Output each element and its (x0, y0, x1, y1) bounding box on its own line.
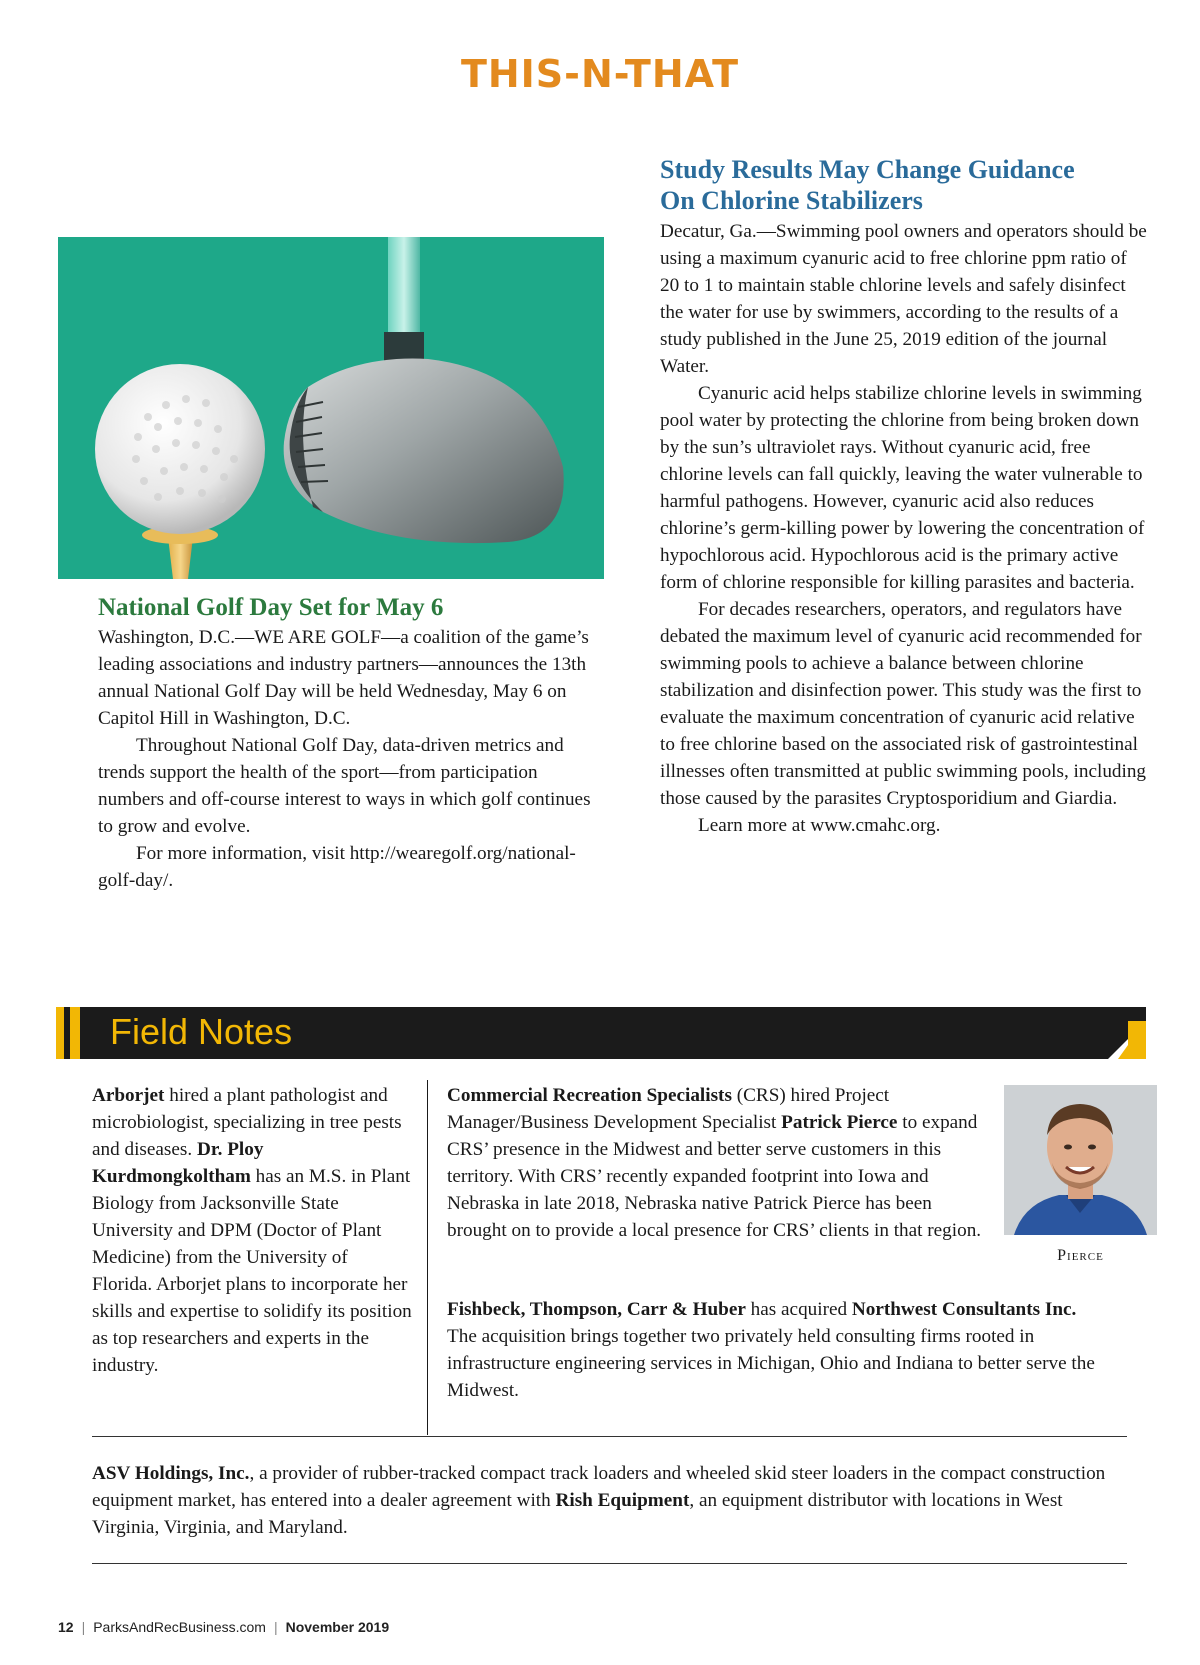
pierce-headshot (1004, 1085, 1157, 1235)
headshot-illustration (1004, 1085, 1157, 1235)
golf-headline: National Golf Day Set for May 6 (98, 594, 444, 621)
company-name: Northwest Consultants Inc. (851, 1299, 1077, 1320)
footer-issue: November 2019 (285, 1619, 390, 1635)
page-footer (58, 1619, 389, 1635)
field-notes-banner (56, 1007, 1146, 1059)
footer-separator: | (273, 1619, 278, 1635)
note-text: to expand CRS’ presence in the Midwest and better serve customers in this territory. With CRS’ recently expanded footprint into Iowa and Nebraska in late 2018, Nebraska native Patrick Pierce has been brought on to provide a local presence for CRS’ clients in that region. (447, 1112, 982, 1241)
note-text: , an equipment distributor with locations in West Virginia, Virginia, and Maryland. (92, 1490, 1063, 1538)
golf-article-body (98, 624, 598, 894)
study-paragraph: Decatur, Ga.—Swimming pool owners and operators should be using a maximum cyanuric acid to free chlorine ppm ratio of 20 to 1 to maintain stable chlorine levels and safely disinfect the water for use by swimmers, according to the results of a study published in the June 25, 2019 edition of the journal Water. (660, 221, 1147, 377)
field-notes-title: Field Notes (110, 1011, 293, 1052)
company-name: Fishbeck, Thompson, Carr & Huber (447, 1299, 746, 1320)
column-divider (427, 1080, 428, 1435)
study-paragraph: Cyanuric acid helps stabilize chlorine levels in swimming pool water by protecting the chlorine from being broken down by the sun’s ultraviolet rays. Without cyanuric acid, free chlorine levels can fall quickly, leaving the water vulnerable to harmful pathogens. However, cyanuric acid also reduces chlorine’s germ-killing power by lowering the concentration of hypochlorous acid. Hypochlorous acid is the primary active form of chlorine responsible for killing parasites and bacteria. (660, 383, 1145, 593)
study-headline-line2: On Chlorine Stabilizers (660, 186, 923, 215)
field-note-crs (447, 1082, 992, 1244)
footer-separator: | (81, 1619, 86, 1635)
horizontal-rule (92, 1436, 1127, 1437)
note-text: has acquired (745, 1299, 852, 1320)
study-headline (660, 154, 1160, 216)
field-note-fishbeck (447, 1296, 1107, 1404)
golf-paragraph: Throughout National Golf Day, data-driven metrics and trends support the health of the sport—from participation numbers and off-course interest to ways in which golf continues to grow and evolve. (98, 735, 591, 837)
page-number: 12 (58, 1619, 74, 1635)
company-name: Arborjet (92, 1085, 165, 1106)
study-paragraph: Learn more at www.cmahc.org. (698, 815, 941, 836)
study-paragraph: For decades researchers, operators, and regulators have debated the maximum level of cyanuric acid recommended for swimming pools to achieve a balance between chlorine stabilization and disinfection power. This study was the first to evaluate the maximum concentration of cyanuric acid relative to free chlorine based on the associated risk of gastrointestinal illnesses often transmitted at public swimming pools, including those caused by the parasites Cryptosporidium and Giardia. (660, 599, 1147, 809)
section-title: THIS-N-THAT (460, 52, 740, 96)
field-note-arborjet (92, 1082, 412, 1379)
photo-caption: Pierce (1057, 1247, 1104, 1264)
footer-site: ParksAndRecBusiness.com (93, 1619, 266, 1635)
note-text: hired a plant pathologist and microbiologist, specializing in tree pests and diseases. (92, 1085, 402, 1160)
person-name: Patrick Pierce (781, 1112, 898, 1133)
note-text: , a provider of rubber-tracked compact track loaders and wheeled skid steer loaders in the compact construction equipment market, has entered into a dealer agreement with (92, 1463, 1106, 1511)
company-name: Commercial Recreation Specialists (447, 1085, 732, 1106)
company-name: ASV Holdings, Inc. (92, 1463, 250, 1484)
field-note-asv (92, 1460, 1127, 1541)
horizontal-rule (92, 1563, 1127, 1564)
note-text: has an M.S. in Plant Biology from Jacksonville State University and DPM (Doctor of Plant Medicine) from the University of Florida. Arborjet plans to incorporate her skills and expertise to solidify its position as top researchers and experts in the industry. (92, 1166, 412, 1376)
golf-photo (58, 237, 604, 579)
note-text: The acquisition brings together two privately held consulting firms rooted in infrastructure engineering services in Michigan, Ohio and Indiana to better serve the Midwest. (447, 1326, 1095, 1401)
company-name: Rish Equipment (555, 1490, 690, 1511)
note-text: (CRS) hired Project Manager/Business Development Specialist (447, 1085, 890, 1133)
person-name: Dr. Ploy Kurdmongkoltham (92, 1139, 264, 1187)
golf-paragraph: For more information, visit http://wearegolf.org/national-golf-day/. (98, 843, 576, 891)
study-headline-line1: Study Results May Change Guidance (660, 155, 1075, 184)
golf-ball-and-club-illustration (58, 237, 604, 579)
study-article-body (660, 218, 1150, 839)
golf-paragraph: Washington, D.C.—WE ARE GOLF—a coalition of the game’s leading associations and industry partners—announces the 13th annual National Golf Day will be held Wednesday, May 6 on Capitol Hill in Washington, D.C. (98, 627, 589, 729)
